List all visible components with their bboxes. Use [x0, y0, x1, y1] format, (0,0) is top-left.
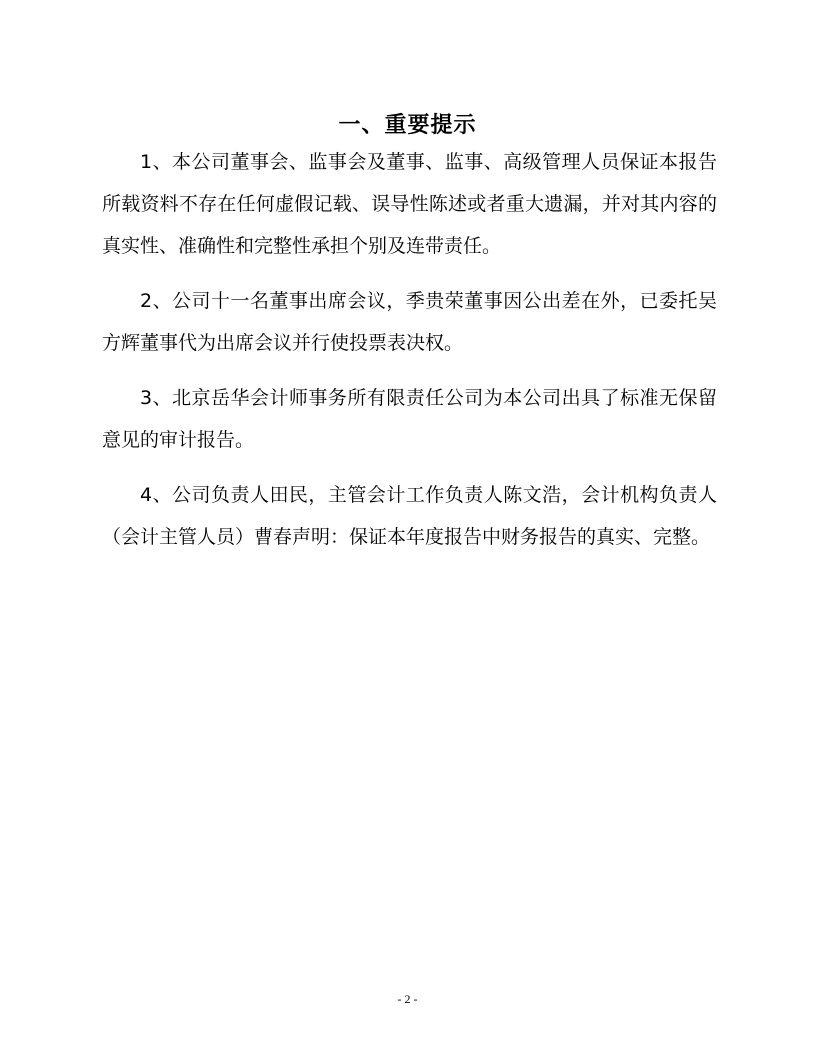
paragraph-1: 1、本公司董事会、监事会及董事、监事、高级管理人员保证本报告所载资料不存在任何虚假记载、误导性陈述或者重大遗漏，并对其内容的真实性、准确性和完整性承担个别及连带责任。	[102, 151, 717, 257]
page-number: - 2 -	[397, 992, 418, 1006]
paragraph-2: 2、公司十一名董事出席会议，季贵荣董事因公出差在外，已委托吴方辉董事代为出席会议并行使投票表决权。	[102, 290, 717, 354]
paragraph-4: 4、公司负责人田民，主管会计工作负责人陈文浩，会计机构负责人（会计主管人员）曹春声明：保证本年度报告中财务报告的真实、完整。	[102, 484, 717, 548]
section-title: 一、重要提示	[338, 112, 477, 138]
document-body	[102, 141, 717, 571]
paragraph-3: 3、北京岳华会计师事务所有限责任公司为本公司出具了标准无保留意见的审计报告。	[102, 387, 717, 451]
